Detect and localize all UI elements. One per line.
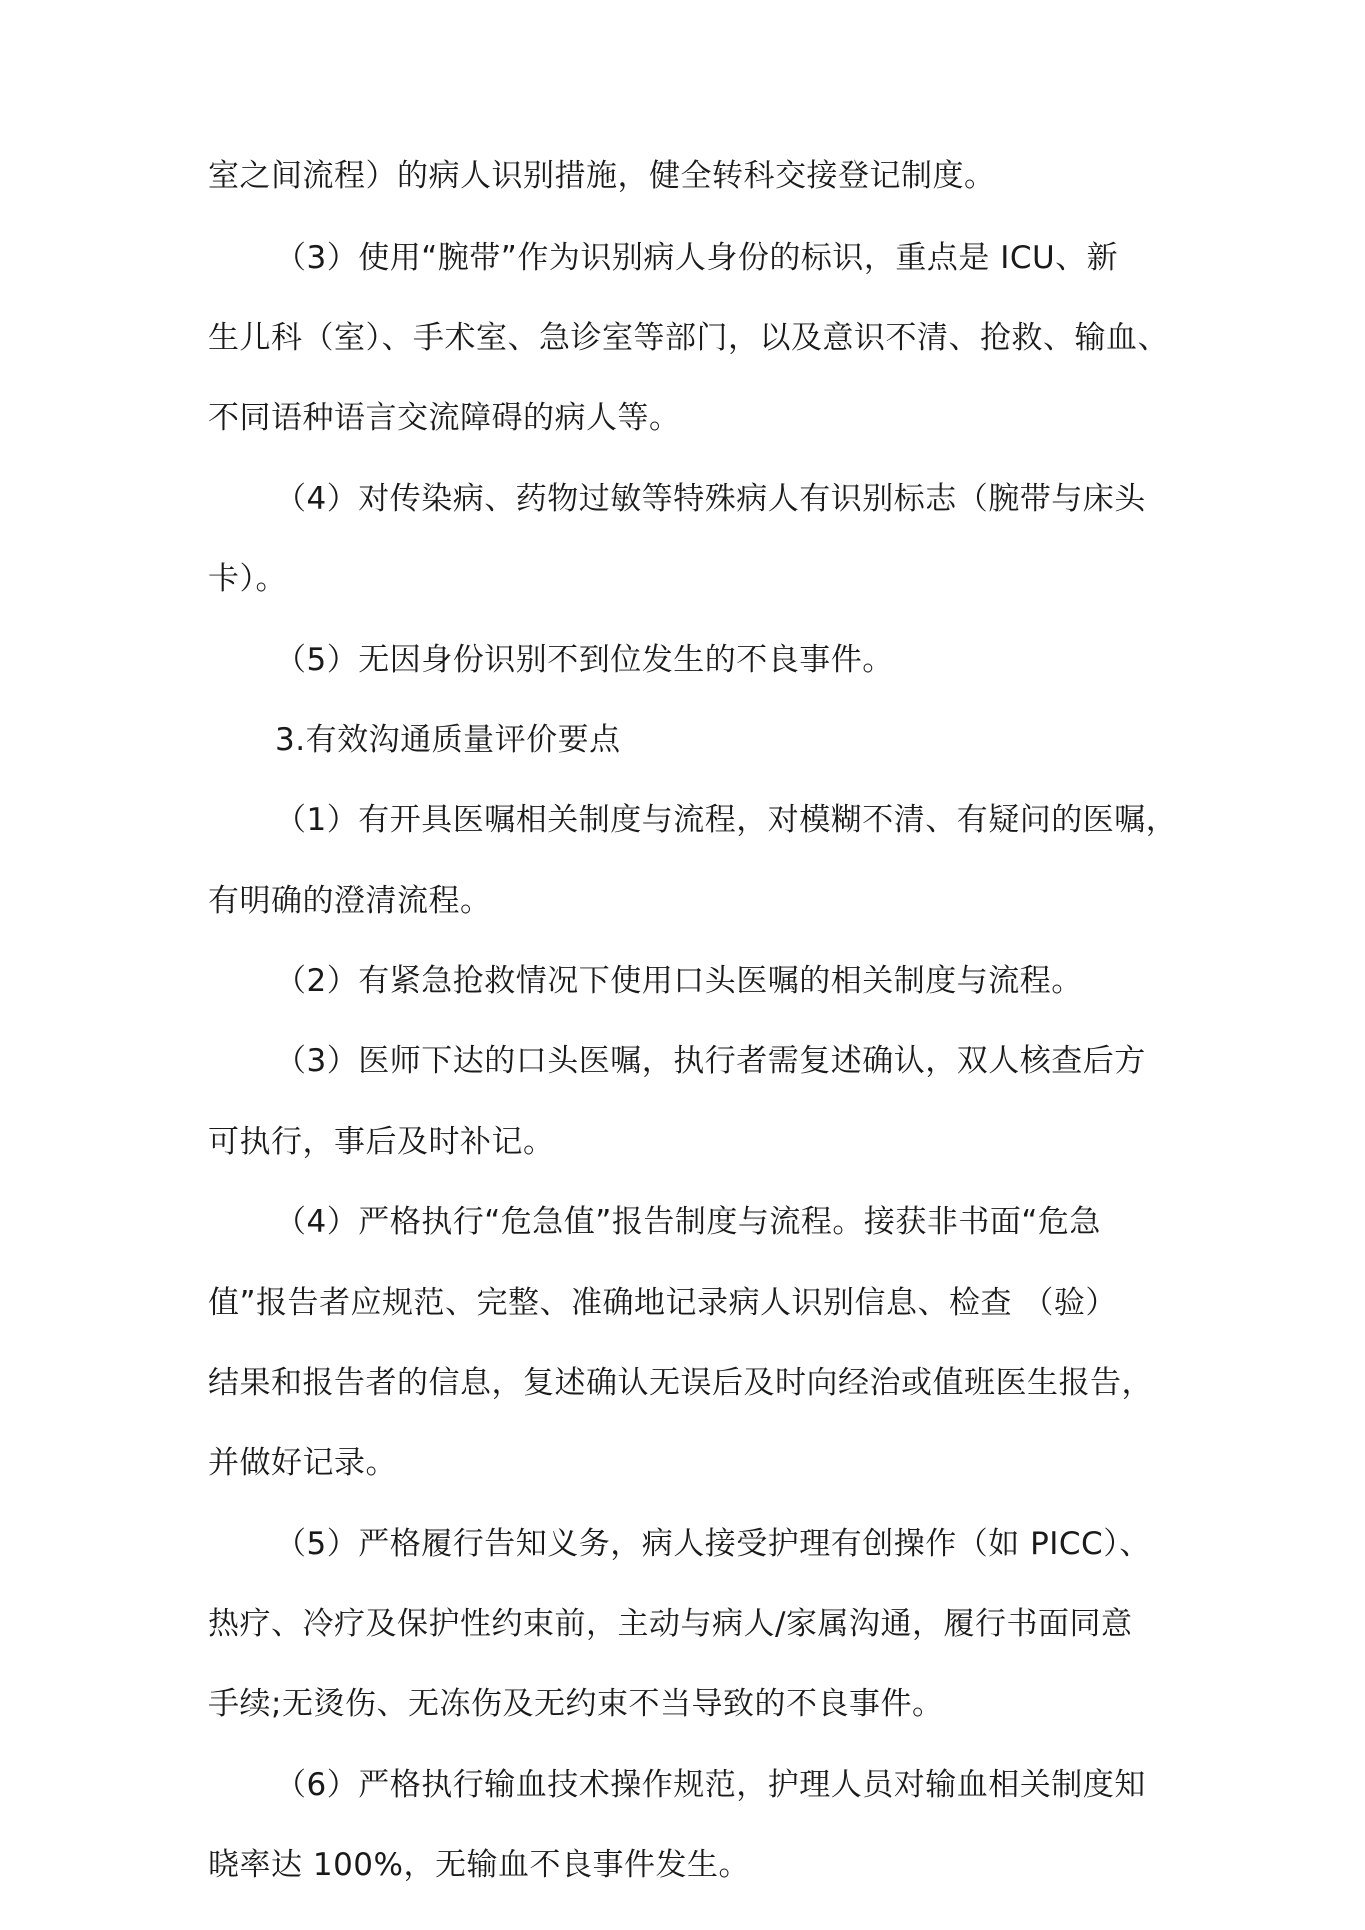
text-line-13: 可执行，事后及时补记。 [208,1124,555,1160]
text-line-16: 结果和报告者的信息，复述确认无误后及时向经治或值班医生报告， [208,1365,1153,1401]
text-line-17: 并做好记录。 [208,1445,397,1481]
text-line-1: 室之间流程）的病人识别措施，健全转科交接登记制度。 [208,158,996,194]
text-line-15: 值”报告者应规范、完整、准确地记录病人识别信息、检查 （验） [208,1285,1117,1321]
text-line-10: 有明确的澄清流程。 [208,883,492,919]
text-line-18: （5）严格履行告知义务，病人接受护理有创操作（如 PICC）、 [275,1526,1151,1562]
text-line-20: 手续;无烫伤、无冻伤及无约束不当导致的不良事件。 [208,1686,944,1722]
text-line-7: （5）无因身份识别不到位发生的不良事件。 [275,642,894,678]
section-heading: 3.有效沟通质量评价要点 [275,722,621,758]
text-line-14: （4）严格执行“危急值”报告制度与流程。接获非书面“危急 [275,1204,1101,1240]
text-line-6: 卡）。 [208,561,287,597]
text-line-11: （2）有紧急抢救情况下使用口头医嘱的相关制度与流程。 [275,963,1083,999]
text-line-3: 生儿科（室）、手术室、急诊室等部门，以及意识不清、抢救、输血、 [208,320,1169,356]
text-line-2: （3）使用“腕带”作为识别病人身份的标识，重点是 ICU、新 [275,240,1119,276]
text-line-19: 热疗、冷疗及保护性约束前，主动与病人/家属沟通，履行书面同意 [208,1606,1133,1642]
text-line-4: 不同语种语言交流障碍的病人等。 [208,400,681,436]
text-line-9: （1）有开具医嘱相关制度与流程，对模糊不清、有疑问的医嘱， [275,802,1178,838]
text-line-5: （4）对传染病、药物过敏等特殊病人有识别标志（腕带与床头 [275,481,1146,517]
text-line-21: （6）严格执行输血技术操作规范，护理人员对输血相关制度知 [275,1767,1146,1803]
text-line-12: （3）医师下达的口头医嘱，执行者需复述确认，双人核查后方 [275,1043,1146,1079]
text-line-22: 晓率达 100%，无输血不良事件发生。 [208,1847,750,1883]
